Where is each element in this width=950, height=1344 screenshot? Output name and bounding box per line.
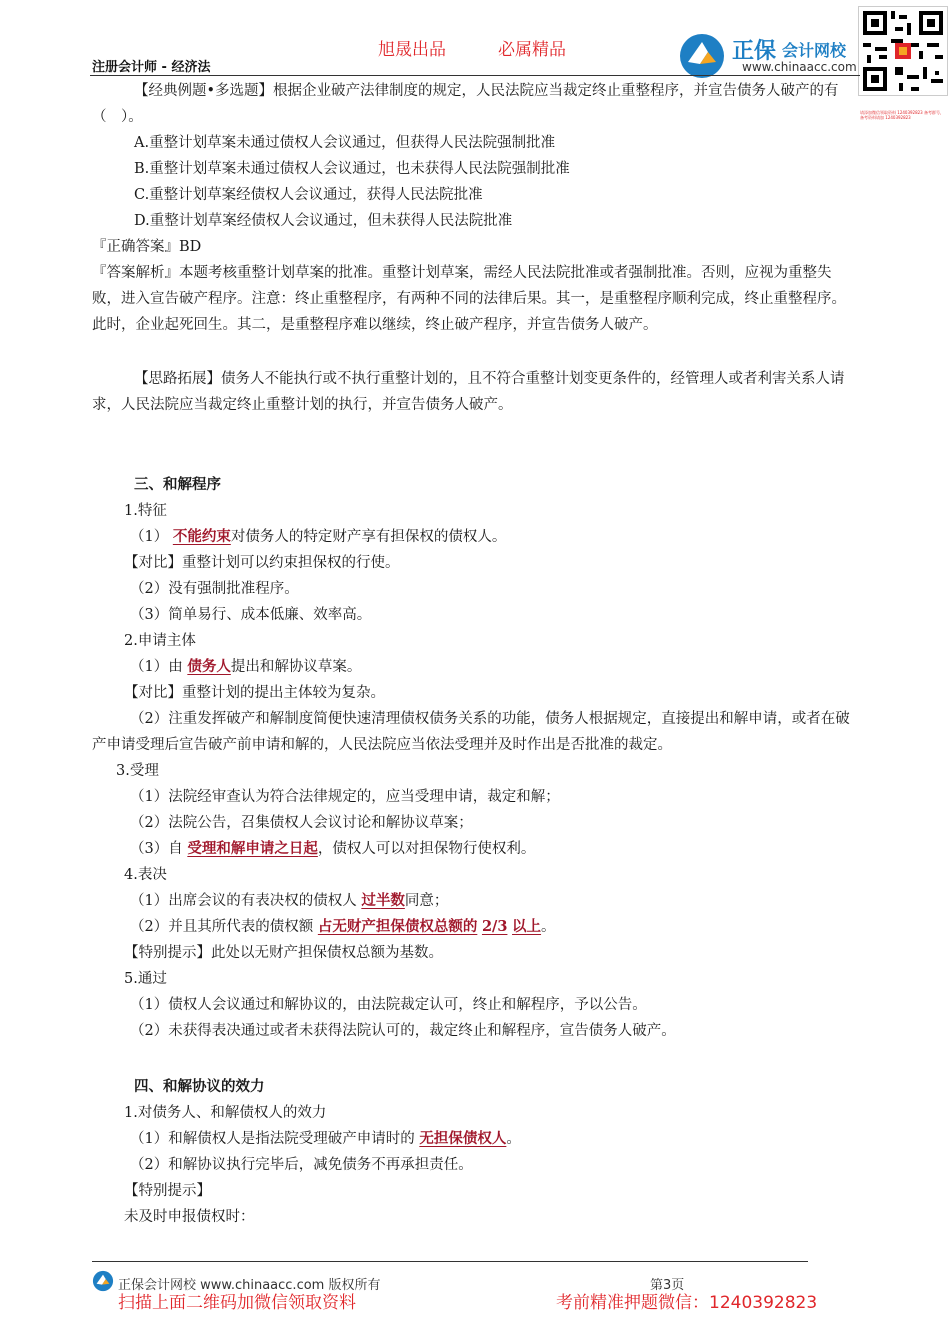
course-title: 注册会计师 - 经济法 [92,60,211,75]
footer-copyright: 正保会计网校 www.chinaacc.com 版权所有 [118,1278,381,1293]
s4-effect-2: （2）和解协议执行完毕后，减免债务不再承担责任。 [130,1157,473,1173]
qr-note: 请添加微信领取资料 1240392823 备考群号，备考资料请加 1240392823 [860,110,944,120]
logo-icon [678,32,726,80]
highlight: 无担保债权人 [419,1130,507,1147]
s3-acceptance-title: 3.受理 [116,763,159,779]
highlight: 2/3 [481,918,508,935]
s3-feature-1: （1） 不能约束对债务人的特定财产享有担保权的债权人。 [130,528,507,545]
answer-analysis: 『答案解析』本题考核重整计划草案的批准。重整计划草案，需经人民法院批准或者强制批准。否则，应视为重整失败，进入宣告破产程序。注意：终止重整程序，有两种不同的法律后果。其一，是重整程序顺利完成，终止重整程序。此时，企业起死回生。其二，是重整程序难以继续，终止破产程序，并宣告债务人破产。 [92,265,846,333]
highlight: 过半数 [361,892,405,909]
s3-vote-2: （2）并且其所代表的债权额 占无财产担保债权总额的 2/3 以上。 [130,918,556,935]
s3-applicant-title: 2.申请主体 [124,633,196,649]
s3-feature-3: （3）简单易行、成本低廉、效率高。 [130,607,372,623]
option-c: C.重整计划草案经债权人会议通过，获得人民法院批准 [134,187,483,203]
idea-extension: 【思路拓展】债务人不能执行或不执行重整计划的，且不符合重整计划变更条件的，经管理人或者利害关系人请求，人民法院应当裁定终止重整计划的执行，并宣告债务人破产。 [92,371,845,413]
s3-pass-1: （1）债权人会议通过和解协议的，由法院裁定认可，终止和解程序，予以公告。 [130,997,647,1013]
logo-sub: 会计网校 [782,41,847,60]
s3-acceptance-3: （3）自 受理和解申请之日起，债权人可以对担保物行使权利。 [130,840,536,857]
footer-divider [92,1261,808,1262]
s3-applicant-compare: 【对比】重整计划的提出主体较为复杂。 [124,685,385,701]
highlight: 受理和解申请之日起 [187,840,318,857]
footer-promo-left: 扫描上面二维码加微信领取资料 [118,1293,356,1313]
qr-code-icon [858,6,948,96]
section4-title: 四、和解协议的效力 [134,1078,265,1095]
footer-promo-right: 考前精准押题微信：1240392823 [556,1293,818,1313]
option-b: B.重整计划草案未通过债权人会议通过，也未获得人民法院强制批准 [134,161,570,177]
highlight: 以上 [512,918,542,935]
s3-applicant-1: （1）由 债务人提出和解协议草案。 [130,658,362,675]
footer-logo-icon [92,1270,114,1292]
s3-acceptance-2: （2）法院公告，召集债权人会议讨论和解协议草案； [130,815,473,831]
s3-vote-title: 4.表决 [124,867,167,883]
option-d: D.重整计划草案经债权人会议通过，但未获得人民法院批准 [134,213,513,229]
banner-left: 旭晟出品 [378,40,446,60]
s3-pass-title: 5.通过 [124,971,167,987]
banner-right: 必属精品 [498,40,566,60]
s4-tip: 【特别提示】 [124,1183,211,1199]
logo-url: www.chinaacc.com [742,60,857,74]
logo-main: 正保 [732,39,777,64]
highlight: 债务人 [187,658,231,675]
highlight: 占无财产担保债权总额的 [317,918,478,935]
s3-feature-2: （2）没有强制批准程序。 [130,581,299,597]
footer-page: 第3页 [650,1278,685,1293]
s4-effect-1: （1）和解债权人是指法院受理破产申请时的 无担保债权人。 [130,1130,521,1147]
correct-answer: 『正确答案』BD [92,239,202,255]
s4-effect-title: 1.对债务人、和解债权人的效力 [124,1105,327,1121]
s3-features-title: 1.特征 [124,503,167,519]
section3-title: 三、和解程序 [134,476,221,493]
header-divider [90,75,860,76]
highlight: 不能约束 [172,528,231,545]
s3-vote-1: （1）出席会议的有表决权的债权人 过半数同意； [130,892,449,909]
s3-acceptance-1: （1）法院经审查认为符合法律规定的，应当受理申请，裁定和解； [130,789,560,805]
option-a: A.重整计划草案未通过债权人会议通过，但获得人民法院强制批准 [134,135,556,151]
example-question: 【经典例题•多选题】根据企业破产法律制度的规定，人民法院应当裁定终止重整程序，并宣告债务人破产的有（ ）。 [92,83,839,125]
s3-pass-2: （2）未获得表决通过或者未获得法院认可的，裁定终止和解程序，宣告债务人破产。 [130,1023,676,1039]
s3-feature-compare: 【对比】重整计划可以约束担保权的行使。 [124,555,400,571]
s3-vote-tip: 【特别提示】此处以无财产担保债权总额为基数。 [124,945,443,961]
s3-applicant-2: （2）注重发挥破产和解制度简便快速清理债权债务关系的功能，债务人根据规定，直接提出和解申请，或者在破产申请受理后宣告破产前申请和解的，人民法院应当依法受理并及时作出是否批准的裁定。 [92,711,850,753]
s4-late: 未及时申报债权时： [124,1209,255,1225]
